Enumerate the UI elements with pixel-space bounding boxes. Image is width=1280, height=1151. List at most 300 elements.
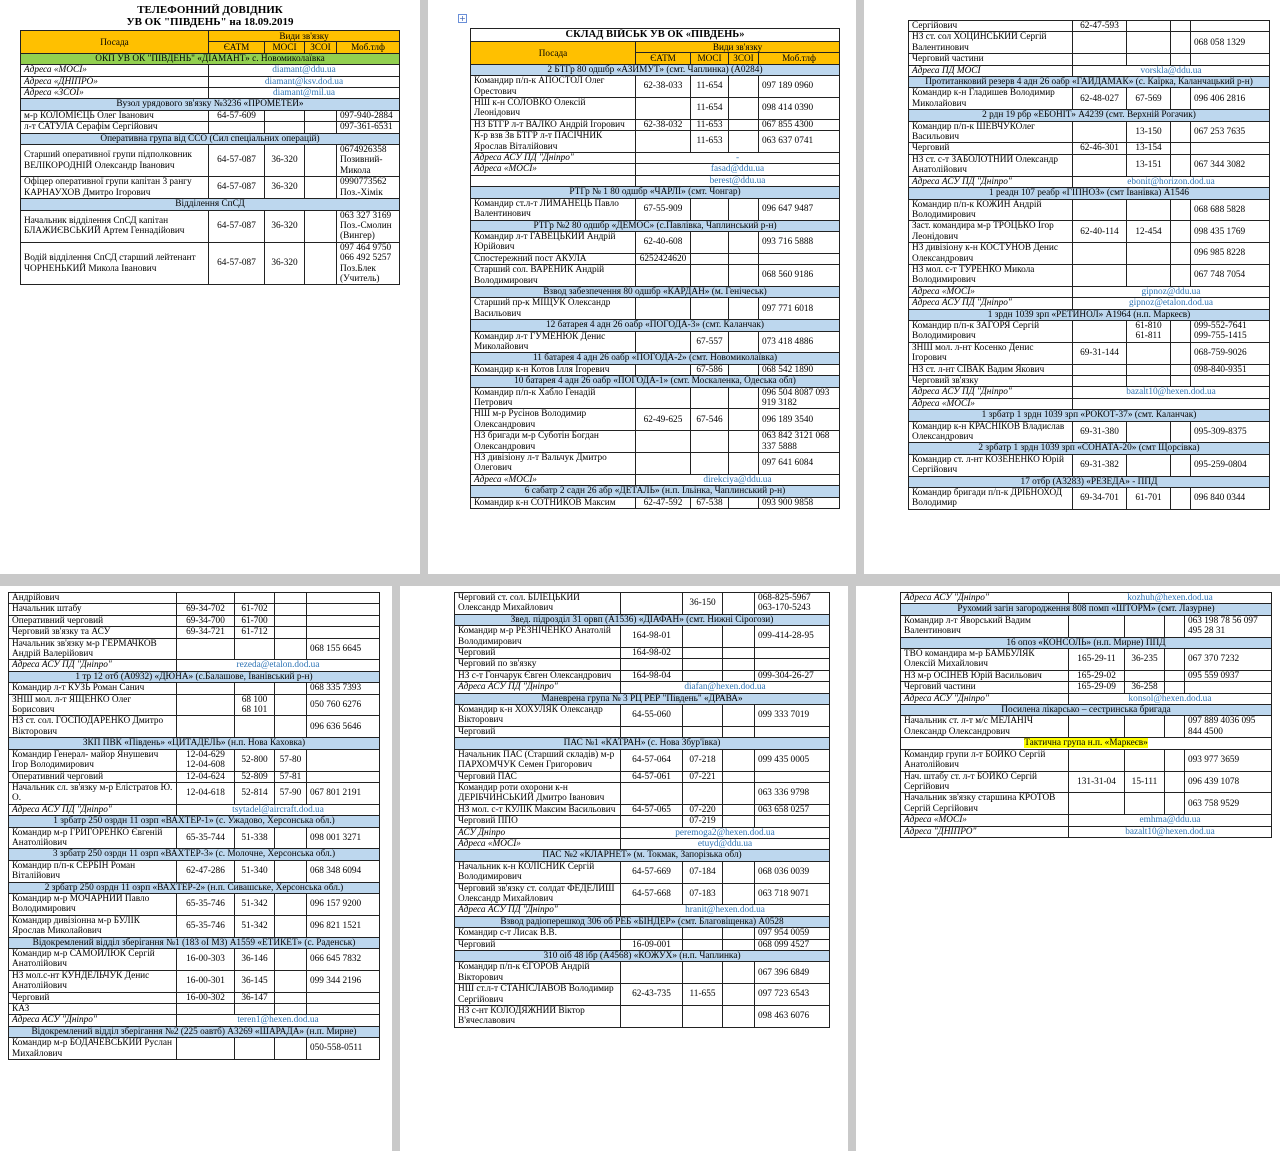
zsoi-cell: [305, 242, 337, 285]
table-row: [471, 486, 840, 497]
section-header: ПАС №1 «КАТРАН» (с. Нова Збур'ївка): [455, 738, 830, 749]
zsoi-cell: [305, 145, 337, 177]
mosi-cell: 11-653: [691, 119, 729, 130]
position-cell: Офіцер оперативної групи капітан 3 рангу КАРНАУХОВ Дмитро Ігорович: [21, 177, 209, 199]
eatm-cell: 65-35-744: [177, 827, 235, 849]
mobile-cell: [755, 816, 830, 827]
address-label: Адреса «МОСІ»: [21, 65, 209, 76]
eatm-cell: 164-98-01: [621, 626, 683, 648]
table-row: [21, 99, 400, 110]
table-row: [909, 21, 1270, 32]
section-header: Оперативна група від ССО (Сил спеціальних операцій): [21, 133, 400, 144]
table-row: [455, 626, 830, 648]
table-row: [901, 749, 1272, 771]
mobile-cell: 067 855 4300: [759, 119, 840, 130]
zsoi-cell: [1171, 154, 1191, 176]
table-row: [9, 615, 380, 626]
zsoi-cell: [275, 970, 307, 992]
table-row: [9, 804, 380, 815]
mosi-cell: [683, 626, 723, 648]
table-row: [909, 342, 1270, 364]
table-row: [471, 131, 840, 153]
document-title: ТЕЛЕФОННИЙ ДОВІДНИК: [137, 4, 283, 16]
section-header: Вузол урядового зв'язку №3236 «ПРОМЕТЕЙ»: [21, 99, 400, 110]
zsoi-cell: [1171, 264, 1191, 286]
table-row: [455, 928, 830, 939]
mosi-cell: 61-810 61-811: [1127, 320, 1171, 342]
position-cell: Старший сол. ВАРЕНИК Андрій Володимирович: [471, 265, 636, 287]
address-value: vorskla@ddu.ua: [1073, 65, 1270, 76]
position-cell: Командир п/п-к ЗАГОРЯ Сергій Володимирович: [909, 320, 1073, 342]
address-value: etuyd@ddu.ua: [621, 838, 830, 849]
table-row: [471, 119, 840, 130]
eatm-cell: [1073, 364, 1127, 375]
col-zsoi: ЗСОІ: [305, 42, 337, 53]
col-mosi: МОСІ: [265, 42, 305, 53]
eatm-cell: 62-40-114: [1073, 221, 1127, 243]
table-row: [901, 815, 1272, 826]
table-row: [21, 76, 400, 87]
position-cell: Командир п/п-к ЄГОРОВ Андрій Вікторович: [455, 962, 621, 984]
mobile-cell: 063 658 0257: [755, 804, 830, 815]
zsoi-cell: [723, 804, 755, 815]
eatm-cell: 62-40-608: [636, 231, 691, 253]
table-row: [909, 199, 1270, 221]
zsoi-cell: [729, 119, 759, 130]
table-row: [9, 660, 380, 671]
mobile-cell: [1191, 376, 1270, 387]
phone-table-3: [908, 20, 1270, 510]
mosi-cell: [683, 648, 723, 659]
position-cell: ЗНШ мол. л-нт Косенко Денис Ігорович: [909, 342, 1073, 364]
section-header: 2 рдн 19 рбр «ЕБОНІТ» А4239 (смт. Верхній Рогачик): [909, 110, 1270, 121]
mosi-cell: [683, 782, 723, 804]
position-cell: Нач. штабу ст. л-т БОЙКО Сергій Сергійович: [901, 771, 1069, 793]
table-row: [471, 497, 840, 508]
mobile-cell: 063 718 9071: [755, 883, 830, 905]
section-header: Відокремлений відділ зберігання №1 (183 оІ МЗ) А1559 «ЕТИКЕТ» (с. Раденськ): [9, 937, 380, 948]
eatm-cell: 16-00-302: [177, 992, 235, 1003]
zsoi-cell: [1171, 121, 1191, 143]
zsoi-cell: [305, 122, 337, 133]
eatm-cell: 64-57-065: [621, 804, 683, 815]
zsoi-cell: [1165, 615, 1185, 637]
eatm-cell: [177, 638, 235, 660]
eatm-cell: [1073, 54, 1127, 65]
eatm-cell: [177, 1004, 235, 1015]
mosi-cell: [691, 265, 729, 287]
position-cell: Начальник к-н КОЛІСНИК Сергій Володимирович: [455, 861, 621, 883]
table-row: [471, 376, 840, 387]
position-cell: НЗ ст. л-нт СІВАК Вадим Якович: [909, 364, 1073, 375]
position-cell: Старший пр-к МІЩУК Олександр Васильович: [471, 298, 636, 320]
mosi-cell: [235, 683, 275, 694]
eatm-cell: 69-34-702: [177, 604, 235, 615]
position-cell: Командир п/п-к ШЕВЧУКОлег Васильович: [909, 121, 1073, 143]
zsoi-cell: [723, 984, 755, 1006]
section-header: 2 зрбатр 1 зрдн 1039 зрп «СОНАТА-20» (смт Щорсівка): [909, 443, 1270, 454]
address-value: berest@ddu.ua: [636, 175, 840, 186]
mobile-cell: 097 954 0059: [755, 928, 830, 939]
eatm-cell: [177, 593, 235, 604]
position-cell: Командир групи л-т БОЙКО Сергій Анатолійович: [901, 749, 1069, 771]
zsoi-cell: [729, 298, 759, 320]
mosi-cell: 36-320: [265, 210, 305, 242]
position-cell: Командир с-т Лисак В.В.: [455, 928, 621, 939]
table-row: [9, 593, 380, 604]
mosi-cell: [691, 198, 729, 220]
eatm-cell: 64-57-087: [209, 210, 265, 242]
eatm-cell: [636, 298, 691, 320]
table-row: [909, 454, 1270, 476]
zsoi-cell: [1171, 376, 1191, 387]
position-cell: Начальник зв'язку м-р ГЕРМАЧКОВ Андрій Валерійович: [9, 638, 177, 660]
col-mosi: МОСІ: [691, 53, 729, 64]
table-row: [9, 816, 380, 827]
zsoi-cell: [275, 1038, 307, 1060]
mobile-cell: 067 344 3082: [1191, 154, 1270, 176]
mosi-cell: 61-712: [235, 627, 275, 638]
mosi-cell: 52-809: [235, 771, 275, 782]
mosi-cell: [691, 298, 729, 320]
eatm-cell: [621, 928, 683, 939]
address-label: Адреса «МОСІ»: [909, 286, 1073, 297]
eatm-cell: [1073, 264, 1127, 286]
position-cell: Начальник сл. зв'язку м-р Елістратов Ю. О.: [9, 782, 177, 804]
eatm-cell: 64-57-668: [621, 883, 683, 905]
position-cell: Начальник відділення СпСД капітан БЛАЖИЄВСЬКИЙ Артем Геннадійович: [21, 210, 209, 242]
table-row: [21, 177, 400, 199]
table-row: [909, 121, 1270, 143]
address-value: rezeda@etalon.dod.ua: [177, 660, 380, 671]
address-value: diamant@mil.ua: [209, 88, 400, 99]
eatm-cell: 16-00-301: [177, 970, 235, 992]
eatm-cell: 16-09-001: [621, 939, 683, 950]
mosi-cell: 67-586: [691, 364, 729, 375]
eatm-cell: 69-34-701: [1073, 488, 1127, 510]
eatm-cell: [177, 1038, 235, 1060]
position-cell: Командир л-т ГУМЕНЮК Денис Миколайович: [471, 331, 636, 353]
mosi-cell: 11-655: [683, 984, 723, 1006]
zsoi-cell: [1171, 221, 1191, 243]
mosi-cell: 13-151: [1127, 154, 1171, 176]
address-label: Адреса АСУ "Дніпро": [901, 593, 1069, 604]
address-value: fasad@ddu.ua: [636, 164, 840, 175]
document-page-6: [856, 586, 1280, 1151]
table-row: [455, 916, 830, 927]
mobile-cell: 098 435 1769: [1191, 221, 1270, 243]
address-value: bazalt10@hexen.dod.ua: [1069, 826, 1272, 837]
zsoi-cell: [275, 627, 307, 638]
mosi-cell: [1127, 421, 1171, 443]
mobile-cell: 096 189 3540: [759, 409, 840, 431]
mobile-cell: [755, 659, 830, 670]
table-row: [455, 984, 830, 1006]
mosi-cell: 36-235: [1125, 649, 1165, 671]
position-cell: ЗНШ мол. л-т ЯЩЕНКО Олег Борисович: [9, 694, 177, 716]
table-move-handle-icon[interactable]: +: [459, 14, 466, 23]
mobile-cell: [759, 253, 840, 264]
position-cell: м-р КОЛОМІЄЦЬ Олег Іванович: [21, 110, 209, 121]
position-cell: К-р взв Зв БТГР л-т ПАСІЧНИК Ярослав Віталійович: [471, 131, 636, 153]
mobile-cell: 050 760 6276: [307, 694, 380, 716]
zsoi-cell: [729, 98, 759, 120]
table-row: [21, 210, 400, 242]
mosi-cell: 07-220: [683, 804, 723, 815]
document-subtitle: УВ ОК "ПІВДЕНЬ" на 18.09.2019: [126, 16, 294, 28]
address-value: bazalt10@hexen.dod.ua: [1073, 387, 1270, 398]
table-row: [455, 693, 830, 704]
section-header: 3 зрбатр 250 озрдн 11 озрп «ВАХТЕР-3» (с. Молочне, Херсонська обл.): [9, 849, 380, 860]
zsoi-cell: [275, 827, 307, 849]
eatm-cell: 12-04-618: [177, 782, 235, 804]
table-row: [455, 670, 830, 681]
zsoi-cell: [729, 364, 759, 375]
mosi-cell: 07-218: [683, 749, 723, 771]
table-row: [909, 154, 1270, 176]
mobile-cell: 099 333 7019: [755, 705, 830, 727]
section-header: 1 реадн 107 реабр «ГІПНОЗ» (смт Іванівка) А1546: [909, 188, 1270, 199]
position-cell: Командир ст. л-нт КОЗЕНЕНКО Юрій Сергійович: [909, 454, 1073, 476]
section-header: Взвод радіоперешкод 306 об РЕБ «БІНДЕР» (смт. Благовіщенка) А0528: [455, 916, 830, 927]
section-header: 310 оіб 48 ібр (А4568) «КОЖУХ» (н.п. Чаплинка): [455, 951, 830, 962]
mosi-cell: 12-454: [1127, 221, 1171, 243]
zsoi-cell: [1171, 199, 1191, 221]
position-cell: Старший оперативної групи підполковник ВЕЛІКОРОДНІЙ Олександр Іванович: [21, 145, 209, 177]
position-cell: Черговий по зв'язку: [455, 659, 621, 670]
col-position: Посада: [471, 42, 636, 65]
highlight-header: Тактична група н.п. «Маркеєв»: [1024, 738, 1148, 749]
position-cell: НШ ст.л-т СТАНІСЛАВОВ Володимир Сергійович: [455, 984, 621, 1006]
mobile-cell: 067 748 7054: [1191, 264, 1270, 286]
mobile-cell: 099-304-26-27: [755, 670, 830, 681]
mosi-cell: [1125, 749, 1165, 771]
table-row: [909, 387, 1270, 398]
eatm-cell: [621, 962, 683, 984]
mosi-cell: 36-145: [235, 970, 275, 992]
mobile-cell: 096 504 8087 093 919 3182: [759, 387, 840, 409]
eatm-cell: [1073, 32, 1127, 54]
section-header: РТГр №2 80 одшбр «ДЕМОС» (с.Павлівка, Чаплинський р-н): [471, 220, 840, 231]
address-label: Адреса «МОСІ»: [455, 838, 621, 849]
zsoi-cell: [1165, 716, 1185, 738]
table-row: [9, 937, 380, 948]
position-cell: Командир м-р САМОЙЛЮК Сергій Анатолійович: [9, 949, 177, 971]
zsoi-cell: [275, 615, 307, 626]
table-row: [901, 615, 1272, 637]
mosi-cell: [1125, 793, 1165, 815]
table-row: [455, 883, 830, 905]
address-label: Адреса «МОСІ»: [901, 815, 1069, 826]
table-row: [471, 474, 840, 485]
document-page-4: [0, 586, 392, 1151]
position-cell: Командир л-т ГАВЕЦЬКИЙ Андрій Юрійович: [471, 231, 636, 253]
table-row: [9, 970, 380, 992]
mosi-cell: 07-184: [683, 861, 723, 883]
address-value: kozhuh@hexen.dod.ua: [1069, 593, 1272, 604]
zsoi-cell: [723, 626, 755, 648]
mobile-cell: [307, 749, 380, 771]
table-row: [471, 453, 840, 475]
zsoi-cell: [723, 659, 755, 670]
table-row: [909, 298, 1270, 309]
zsoi-cell: [1165, 749, 1185, 771]
table-row: [455, 705, 830, 727]
mobile-cell: 097 641 6084: [759, 453, 840, 475]
zsoi-cell: [1171, 21, 1191, 32]
mosi-cell: 52-800: [235, 749, 275, 771]
position-cell: Черговий: [9, 992, 177, 1003]
table-row: [471, 153, 840, 164]
document-page-5: [400, 586, 848, 1151]
position-cell: Командир м-р ГРИГОРЕНКО Євгеній Анатолійович: [9, 827, 177, 849]
mobile-cell: 068 155 6645: [307, 638, 380, 660]
zsoi-cell: [275, 992, 307, 1003]
mobile-cell: 068 335 7393: [307, 683, 380, 694]
table-row: [901, 705, 1272, 716]
eatm-cell: [636, 387, 691, 409]
position-cell: НЗ мол. с-т ТУРЕНКО Микола Володимирович: [909, 264, 1073, 286]
mosi-cell: [265, 110, 305, 121]
zsoi-cell: [275, 860, 307, 882]
address-label: Адреса АСУ "Дніпро": [9, 1015, 177, 1026]
position-cell: ТВО командира м-р БАМБУЛЯК Олексій Михайлович: [901, 649, 1069, 671]
section-header: 17 отбр (А3283) «РЕЗЕДА» - ППД: [909, 476, 1270, 487]
table-row: [909, 65, 1270, 76]
table-row: [909, 264, 1270, 286]
address-value: diafan@hexen.dod.ua: [621, 682, 830, 693]
position-cell: Командир дивізіонна м-р БУЛІК Ярослав Миколайович: [9, 915, 177, 937]
table-row: [901, 604, 1272, 615]
mobile-cell: 063 336 9798: [755, 782, 830, 804]
zsoi-cell: [1171, 364, 1191, 375]
table-row: [471, 298, 840, 320]
zsoi-cell: [1165, 682, 1185, 693]
address-label: Адреса АСУ ПД "Дніпро": [455, 905, 621, 916]
section-header: Посилена лікарсько – сестринська бригада: [901, 705, 1272, 716]
table-row: [901, 771, 1272, 793]
zsoi-cell: [1171, 143, 1191, 154]
mobile-cell: 096 985 8228: [1191, 243, 1270, 265]
table-row: [901, 793, 1272, 815]
mosi-cell: 68 100 68 101: [235, 694, 275, 716]
eatm-cell: 64-57-087: [209, 242, 265, 285]
position-cell: Командир к-н СОТНИКОВ Максим: [471, 497, 636, 508]
table-row: [471, 364, 840, 375]
mosi-cell: [1127, 264, 1171, 286]
mosi-cell: [265, 122, 305, 133]
eatm-cell: [1073, 199, 1127, 221]
eatm-cell: 65-35-746: [177, 915, 235, 937]
table-row: [909, 364, 1270, 375]
table-row: [901, 682, 1272, 693]
table-row: [471, 220, 840, 231]
eatm-cell: 165-29-11: [1069, 649, 1125, 671]
address-value: peremoga2@hexen.dod.ua: [621, 827, 830, 838]
eatm-cell: 62-49-625: [636, 409, 691, 431]
mobile-cell: 097 189 0960: [759, 76, 840, 98]
table-row: [471, 198, 840, 220]
zsoi-cell: [723, 816, 755, 827]
col-eatm: ЄАТМ: [636, 53, 691, 64]
mosi-cell: [683, 659, 723, 670]
zsoi-cell: [275, 949, 307, 971]
mobile-cell: 068 099 4527: [755, 939, 830, 950]
eatm-cell: [1073, 121, 1127, 143]
mosi-cell: 11-653: [691, 131, 729, 153]
mosi-cell: 07-219: [683, 816, 723, 827]
table-row: [9, 849, 380, 860]
mosi-cell: 51-342: [235, 893, 275, 915]
section-header: Звед. підрозділ 31 орвп (А1536) «ДІАФАН» (смт. Нижні Сірогози): [455, 614, 830, 625]
mosi-cell: [235, 593, 275, 604]
eatm-cell: 64-57-669: [621, 861, 683, 883]
address-value: diamant@ksv.dod.ua: [209, 76, 400, 87]
eatm-cell: 6252424620: [636, 253, 691, 264]
mosi-cell: [1127, 54, 1171, 65]
section-header: 11 батарея 4 адн 26 оабр «ПОГОДА-2» (смт. Новомиколаївка): [471, 353, 840, 364]
zsoi-cell: [1171, 342, 1191, 364]
table-row: [455, 804, 830, 815]
table-row: [9, 627, 380, 638]
mobile-cell: 067 801 2191: [307, 782, 380, 804]
table-row: [455, 648, 830, 659]
zsoi-cell: [1171, 32, 1191, 54]
position-cell: Черговий: [455, 726, 621, 737]
mosi-cell: 51-340: [235, 860, 275, 882]
mosi-cell: 36-147: [235, 992, 275, 1003]
mosi-cell: [235, 1004, 275, 1015]
address-value: tsytadel@aircraft.dod.ua: [177, 804, 380, 815]
col-comm: Види зв'язку: [636, 42, 840, 53]
document-page-1: [0, 0, 420, 574]
mobile-cell: 067 370 7232: [1185, 649, 1272, 671]
address-label: Адреса «ДНІПРО»: [21, 76, 209, 87]
section-header: Маневрена група № 3 РЦ РЕР "Південь" «ДРАВА»: [455, 693, 830, 704]
section-header: ОКП УВ ОК "ПІВДЕНЬ" «ДІАМАНТ» с. Новомиколаївка: [21, 53, 400, 64]
mosi-cell: 07-183: [683, 883, 723, 905]
eatm-cell: [621, 816, 683, 827]
eatm-cell: [621, 659, 683, 670]
eatm-cell: 164-98-04: [621, 670, 683, 681]
address-label: Адреса "ДНІПРО": [901, 826, 1069, 837]
section-header: Взвод забезпечення 80 одшбр «КАРДАН» (м. Генічеськ): [471, 286, 840, 297]
table-row: [455, 1006, 830, 1028]
table-row: [21, 242, 400, 285]
table-row: [471, 253, 840, 264]
address-label: Адреса «МОСІ»: [471, 164, 636, 175]
table-row: [455, 682, 830, 693]
table-row: [21, 65, 400, 76]
eatm-cell: [177, 694, 235, 716]
position-cell: Командир л-т КУЗЬ Роман Санич: [9, 683, 177, 694]
zsoi-cell: [275, 683, 307, 694]
table-row: [9, 1015, 380, 1026]
position-cell: НЗ ст. сол ХОЦИНСЬКИЙ Сергій Валентинович: [909, 32, 1073, 54]
table-row: [471, 98, 840, 120]
table-row: [909, 286, 1270, 297]
address-label: Адреса АСУ ПД "Дніпро": [909, 176, 1073, 187]
mosi-cell: 13-150: [1127, 121, 1171, 143]
mobile-cell: 096 840 0344: [1191, 488, 1270, 510]
table-row: [909, 410, 1270, 421]
eatm-cell: 62-43-735: [621, 984, 683, 1006]
position-cell: Командир к-н Гладишев Володимир Миколайович: [909, 88, 1073, 110]
table-row: [455, 749, 830, 771]
address-value: teren1@hexen.dod.ua: [177, 1015, 380, 1026]
zsoi-cell: [723, 771, 755, 782]
mobile-cell: 096 647 9487: [759, 198, 840, 220]
